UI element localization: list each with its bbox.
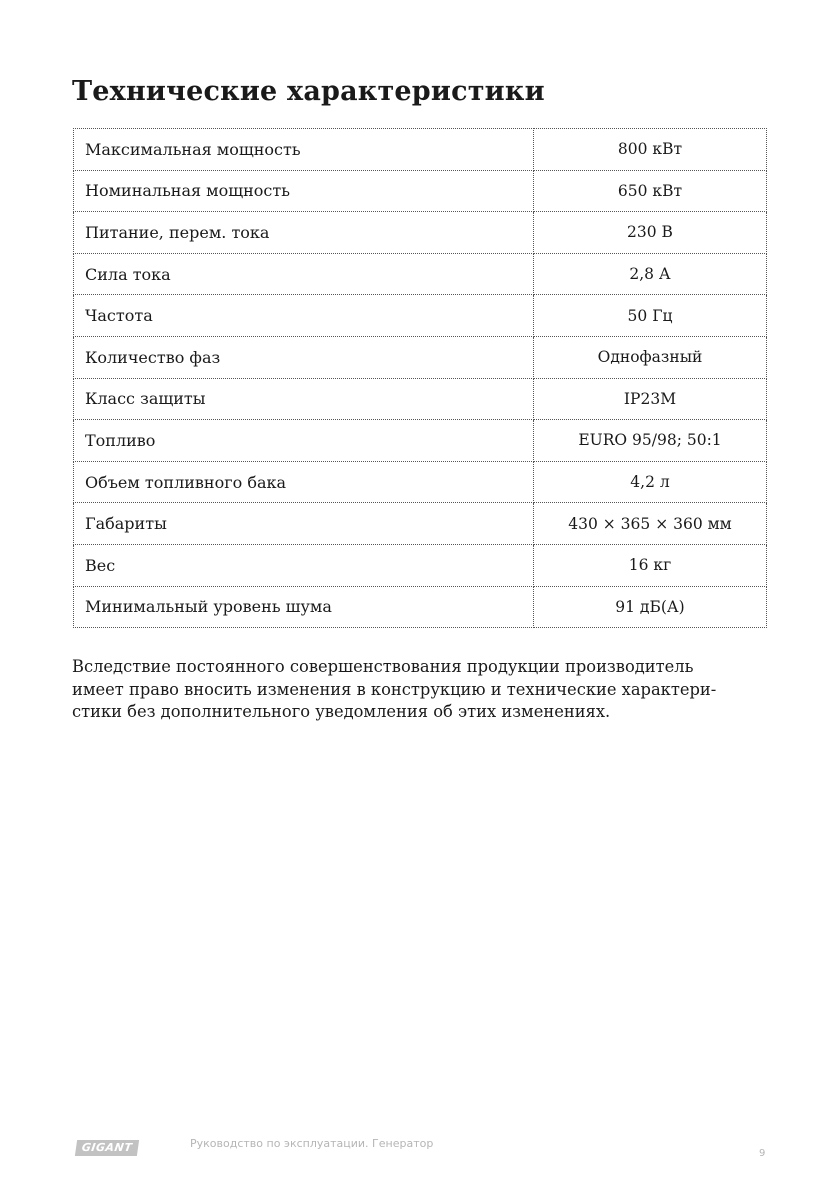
disclaimer-line: стики без дополнительного уведомления об этих изменениях. [72,702,611,721]
spec-value: 2,8 А [534,253,767,295]
table-row [74,170,767,212]
spec-param: Количество фаз [74,336,534,378]
spec-value: 230 В [534,212,767,254]
spec-value: 16 кг [534,544,767,586]
spec-value: 800 кВт [534,129,767,171]
spec-param: Вес [74,544,534,586]
spec-value: 430 × 365 × 360 мм [534,503,767,545]
table-row [74,129,767,171]
table-row [74,420,767,462]
table-row [74,212,767,254]
spec-param: Сила тока [74,253,534,295]
spec-value: IP23M [534,378,767,420]
table-row [74,461,767,503]
table-row [74,336,767,378]
spec-param: Минимальный уровень шума [74,586,534,628]
table-row [74,544,767,586]
spec-param: Частота [74,295,534,337]
page-number: 9 [759,1148,766,1159]
spec-value: EURO 95/98; 50:1 [534,420,767,462]
spec-value: Однофазный [534,336,767,378]
table-row [74,295,767,337]
spec-value: 91 дБ(А) [534,586,767,628]
spec-param: Номинальная мощность [74,170,534,212]
disclaimer-line: Вследствие постоянного совершенствования продукции производитель [72,657,694,676]
specifications-table [73,128,767,628]
spec-param: Топливо [74,420,534,462]
spec-value: 650 кВт [534,170,767,212]
spec-param: Объем топливного бака [74,461,534,503]
disclaimer-paragraph [72,656,772,724]
table-row [74,253,767,295]
spec-param: Класс защиты [74,378,534,420]
table-row [74,586,767,628]
spec-param: Габариты [74,503,534,545]
brand-logo: GIGANT [75,1140,139,1156]
table-row [74,378,767,420]
spec-value: 50 Гц [534,295,767,337]
table-row [74,503,767,545]
page-title: Технические характеристики [72,76,545,107]
spec-value: 4,2 л [534,461,767,503]
disclaimer-line: имеет право вносить изменения в конструкцию и технические характери- [72,679,717,699]
spec-param: Питание, перем. тока [74,212,534,254]
spec-param: Максимальная мощность [74,129,534,171]
footer-document-title: Руководство по эксплуатации. Генератор [190,1137,434,1150]
